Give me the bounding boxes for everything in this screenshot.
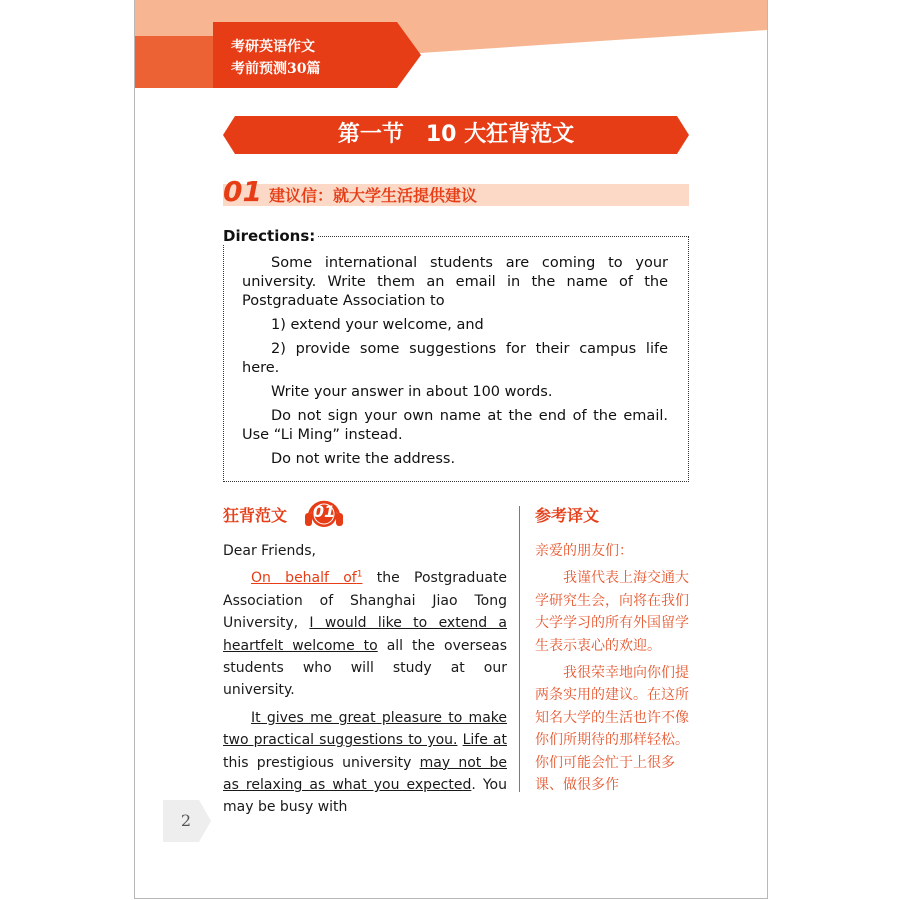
essay-paragraph-1 — [223, 567, 507, 701]
directions-label: Directions: — [223, 227, 318, 245]
audio-track-number: 01 — [312, 502, 336, 521]
essay-salutation: Dear Friends, — [223, 543, 316, 559]
model-essay-body — [223, 540, 507, 824]
directions-paragraph: 1) extend your welcome, and — [271, 317, 484, 333]
translation-salutation: 亲爱的朋友们： — [535, 543, 633, 559]
translation-body — [535, 540, 691, 801]
page-number-tab — [163, 800, 211, 842]
essay-text: the Postgraduate Association of Shanghai Jiao Tong University, — [223, 570, 507, 632]
column-divider — [519, 506, 520, 792]
directions-paragraph: Do not sign your own name at the end of the email. Use “Li Ming” instead. — [242, 408, 668, 443]
translation-paragraph: 我很荣幸地向你们提两条实用的建议。在这所知名大学的生活也许不像你们所期待的那样轻松。你们可能会忙于上很多课、做很多作 — [535, 665, 689, 794]
essay-text: this prestigious university — [223, 754, 420, 771]
key-phrase — [251, 570, 362, 586]
directions-paragraph: 2) provide some suggestions for their campus life here. — [242, 341, 668, 376]
key-phrase: It gives me great pleasure to make two practical suggestions to you. — [223, 709, 507, 749]
directions-paragraph: Some international students are coming to your university. Write them an email in the name of the Postgraduate Association to — [242, 255, 668, 309]
translation-heading: 参考译文 — [535, 506, 600, 525]
page-number: 2 — [180, 811, 192, 830]
essay-title: 建议信：就大学生活提供建议 — [269, 186, 478, 205]
directions-text — [242, 254, 668, 474]
key-phrase: I would like to extend a heartfelt welcome to — [223, 615, 507, 654]
book-title-line2: 考前预测30篇 — [231, 61, 321, 77]
book-title-line1: 考研英语作文 — [231, 39, 315, 55]
essay-paragraph-2 — [223, 707, 507, 819]
section-title: 第一节 10 大狂背范文 — [337, 122, 575, 147]
headphones-icon[interactable] — [303, 495, 345, 531]
translation-paragraph: 我谨代表上海交通大学研究生会，向将在我们大学学习的所有外国留学生表示衷心的欢迎。 — [535, 570, 689, 654]
model-essay-heading: 狂背范文 — [223, 506, 288, 525]
essay-text: all the overseas students who will study at our university. — [223, 637, 507, 699]
essay-heading-bar — [223, 175, 689, 208]
key-phrase: Life at — [462, 732, 507, 749]
directions-paragraph: Do not write the address. — [271, 451, 456, 467]
key-phrase: may not be as relaxing as what you expected — [223, 754, 507, 794]
essay-number: 01 — [223, 175, 262, 208]
footnote-marker: 1 — [356, 569, 363, 580]
directions-paragraph: Write your answer in about 100 words. — [271, 384, 553, 400]
book-page — [134, 0, 768, 899]
key-phrase-text: On behalf of — [251, 570, 357, 587]
essay-text: . You may be busy with — [223, 777, 507, 816]
book-title-tag — [135, 22, 425, 88]
section-banner — [223, 116, 689, 154]
